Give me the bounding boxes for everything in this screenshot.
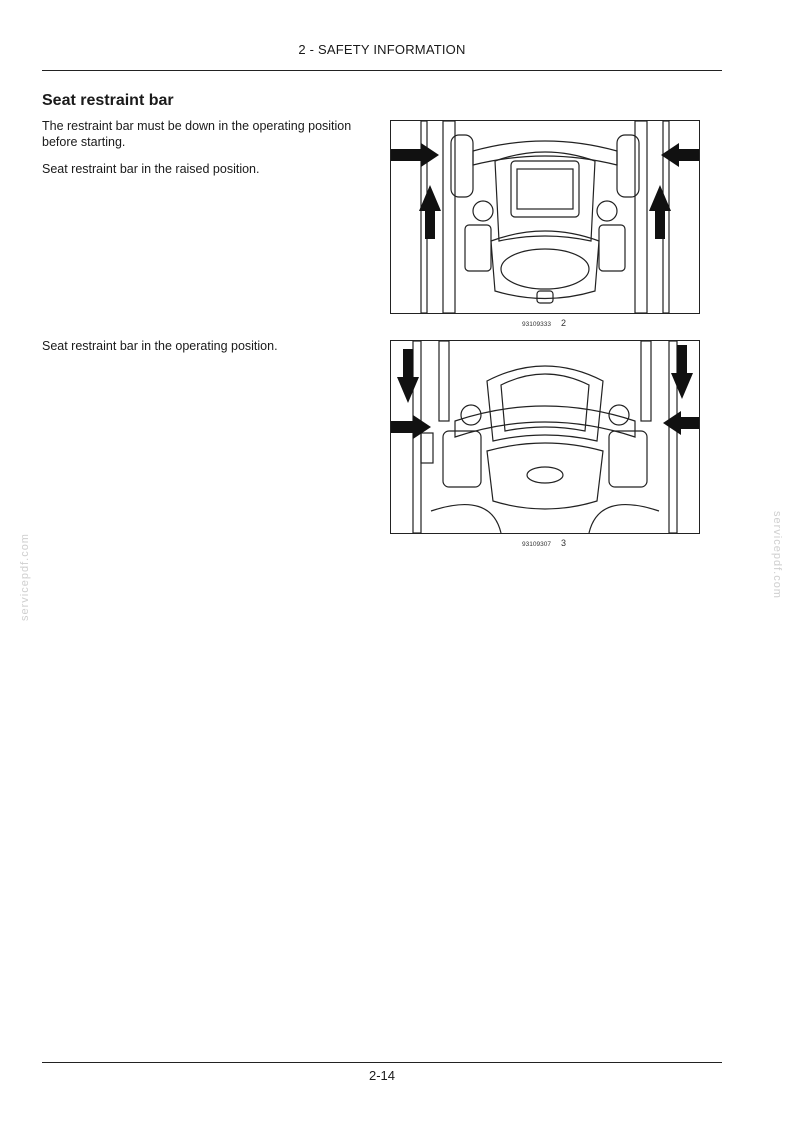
watermark-right: servicepdf.com <box>771 511 783 599</box>
page-number: 2-14 <box>368 1068 396 1083</box>
page-header-title: 2 - SAFETY INFORMATION <box>298 42 466 57</box>
figure-code: 93109333 <box>522 321 551 328</box>
operating-position-paragraph: Seat restraint bar in the operating position. <box>42 339 278 353</box>
footer-rule <box>42 1062 722 1063</box>
figure-raised-position <box>390 120 700 314</box>
section-title: Seat restraint bar <box>42 92 174 109</box>
intro-paragraph: The restraint bar must be down in the operating position before starting. <box>42 119 352 149</box>
figure-operating-position <box>390 340 700 534</box>
figure-2-caption <box>390 318 698 328</box>
figure-number: 3 <box>560 538 566 548</box>
figure-number: 2 <box>560 318 566 328</box>
operating-bar-illustration <box>391 341 699 533</box>
header-rule <box>42 70 722 71</box>
raised-bar-illustration <box>391 121 699 313</box>
watermark-left: servicepdf.com <box>19 533 31 621</box>
raised-position-paragraph: Seat restraint bar in the raised position. <box>42 162 260 176</box>
figure-3-caption <box>390 538 698 548</box>
figure-code: 93109307 <box>522 541 551 548</box>
